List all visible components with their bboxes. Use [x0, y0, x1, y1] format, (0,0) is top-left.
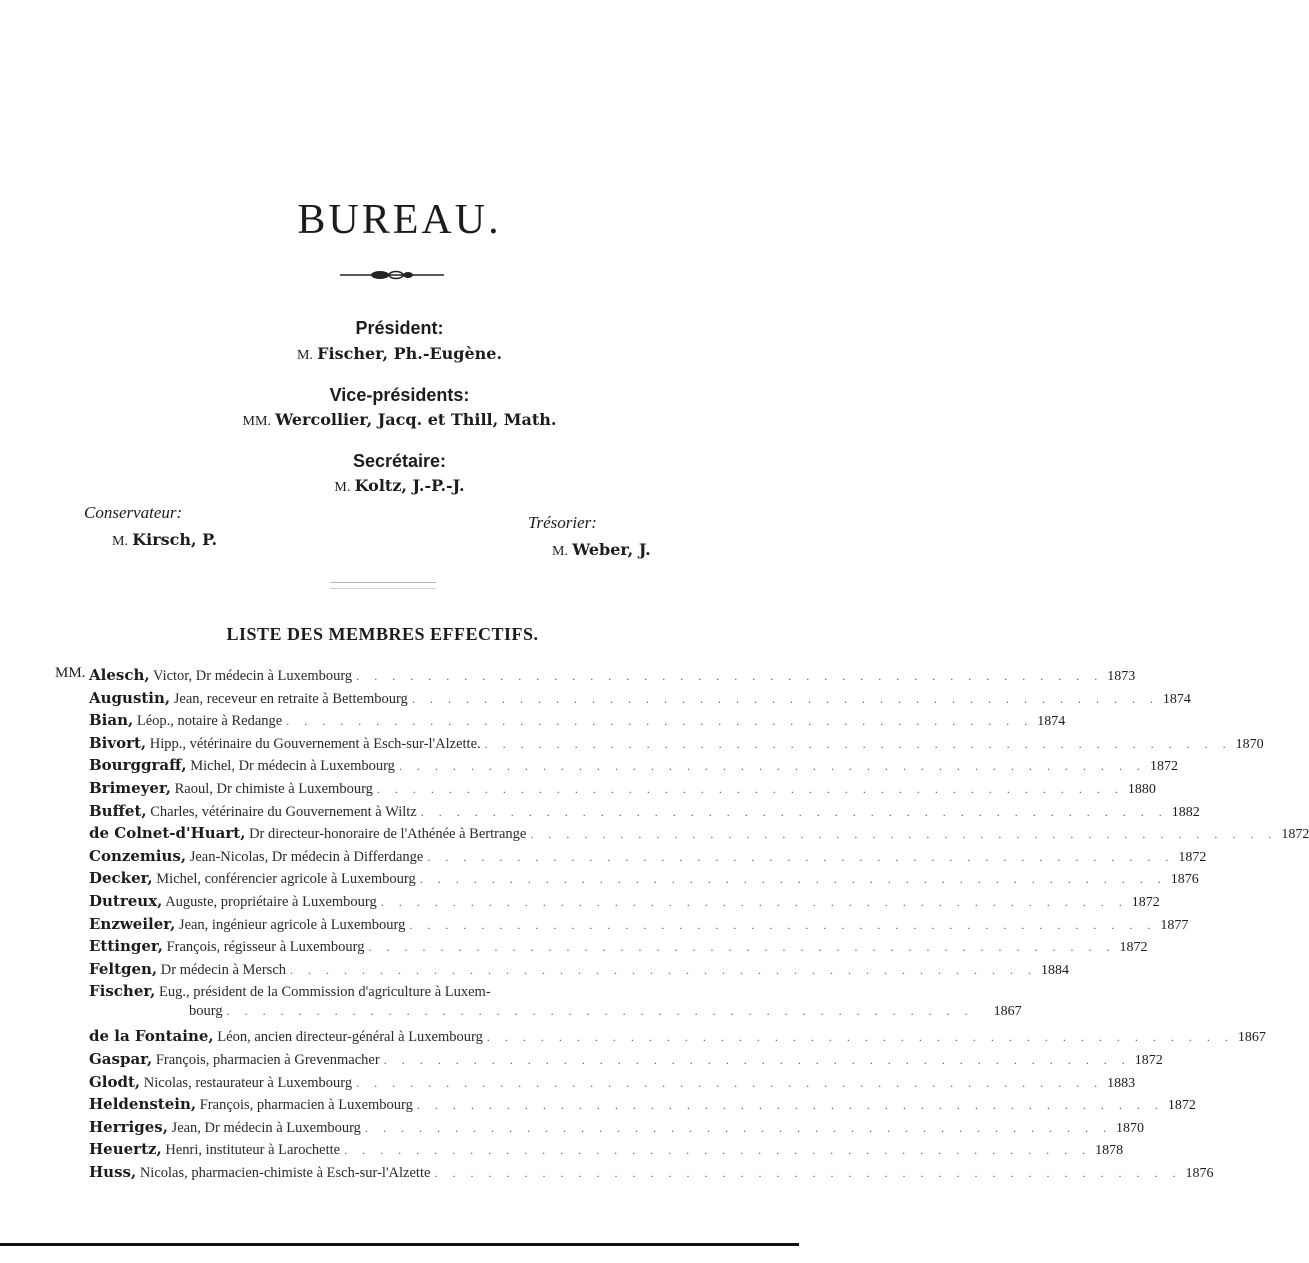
member-entry: [89, 689, 408, 708]
member-description-continued: bourg: [189, 1003, 223, 1020]
member-entry: [89, 802, 417, 821]
member-description: François, pharmacien à Grevenmacher: [155, 1051, 380, 1068]
member-row: [89, 869, 1199, 892]
conservateur-name-line: [112, 530, 217, 550]
member-year: 1872: [1119, 940, 1148, 956]
member-row: [89, 801, 1200, 825]
member-year: 1872: [1149, 759, 1178, 775]
section-divider: [330, 582, 436, 589]
member-row: [89, 982, 1022, 1027]
conservateur-name: Kirsch, P.: [132, 530, 218, 549]
member-description: Léon, ancien directeur-général à Luxembourg: [217, 1029, 483, 1046]
secretary-prefix: M.: [334, 480, 351, 495]
members-list-title: LISTE DES MEMBRES EFFECTIFS.: [226, 624, 539, 644]
member-description: Raoul, Dr chimiste à Luxembourg: [174, 780, 373, 797]
member-entry: [89, 824, 526, 843]
member-name: Ettinger,: [89, 937, 163, 956]
dot-leader: . . . . . . . . . . . . . . . . . . . . . . . . . . . . . . . . . . . . . . . . . .: [484, 736, 1232, 751]
president-name-line: [0, 344, 799, 364]
dot-leader: . . . . . . . . . . . . . . . . . . . . . . . . . . . . . . . . . . . . . . . . . .: [416, 1098, 1164, 1113]
member-entry: [89, 734, 481, 753]
member-description: Henri, instituteur à Larochette: [165, 1142, 341, 1159]
vice-presidents-name-line: [0, 410, 799, 430]
member-name: de la Fontaine,: [89, 1027, 214, 1046]
dot-leader: . . . . . . . . . . . . . . . . . . . . . . . . . . . . . . . . . . . . . . . . . .: [364, 1120, 1112, 1135]
member-year: 1882: [1171, 804, 1200, 820]
member-entry: [89, 1140, 340, 1159]
member-entry: [89, 937, 364, 956]
dot-leader: . . . . . . . . . . . . . . . . . . . . . . . . . . . . . . . . . . . . . . . . . .: [411, 691, 1159, 706]
member-description: Michel, Dr médecin à Luxembourg: [190, 758, 395, 775]
dot-leader: . . . . . . . . . . . . . . . . . . . . . . . . . . . . . . . . . . . . . . . . . .: [290, 962, 1038, 977]
member-row: [89, 1162, 1214, 1186]
member-row: [89, 1140, 1124, 1163]
member-name: de Colnet-d'Huart,: [89, 824, 246, 843]
member-name: Augustin,: [89, 688, 171, 707]
bottom-rule: [0, 1243, 799, 1246]
member-row: [89, 666, 1136, 689]
member-row: [89, 688, 1191, 712]
member-year: 1870: [1235, 736, 1264, 752]
vice-presidents-name: Wercollier, Jacq. et Thill, Math.: [275, 410, 557, 429]
member-description: Dr directeur-honoraire de l'Athénée à Bertrange: [249, 826, 527, 843]
member-year: 1872: [1131, 894, 1160, 910]
member-row: [89, 891, 1160, 915]
member-year: 1867: [993, 1004, 1022, 1020]
tresorier-name: Weber, J.: [572, 540, 651, 559]
member-year: 1877: [1160, 917, 1189, 933]
member-description: Hipp., vétérinaire du Gouvernement à Esch-sur-l'Alzette.: [149, 735, 481, 752]
member-entry: [89, 1027, 483, 1046]
member-description: Charles, vétérinaire du Gouvernement à Wiltz: [150, 803, 417, 820]
member-year: 1870: [1115, 1120, 1144, 1136]
member-description: Victor, Dr médecin à Luxembourg: [152, 668, 353, 684]
member-name: Gaspar,: [89, 1049, 153, 1068]
member-year: 1876: [1170, 872, 1199, 888]
member-year: 1872: [1178, 849, 1207, 865]
member-row: [89, 1027, 1266, 1050]
dot-leader: . . . . . . . . . . . . . . . . . . . . . . . . . . . . . . . . . . . . . . . . . .: [368, 940, 1116, 955]
dot-leader: . . . . . . . . . . . . . . . . . . . . . . . . . . . . . . . . . . . . . . . . . .: [383, 1052, 1131, 1067]
member-name: Buffet,: [89, 801, 147, 820]
member-year: 1872: [1134, 1052, 1163, 1068]
member-description: Jean-Nicolas, Dr médecin à Differdange: [189, 848, 424, 865]
dot-leader: . . . . . . . . . . . . . . . . . . . . . . . . . . . . . . . . . . . . . . . . . .: [409, 917, 1157, 932]
dot-leader: . . . . . . . . . . . . . . . . . . . . . . . . . . . . . . . . . . . . . . . . . .: [286, 714, 1034, 729]
member-year: 1874: [1037, 714, 1066, 730]
member-entry: [89, 982, 1022, 1020]
member-entry: [89, 915, 405, 934]
member-year: 1874: [1162, 691, 1191, 707]
vice-presidents-prefix: MM.: [242, 414, 271, 429]
member-name: Glodt,: [89, 1072, 141, 1091]
member-entry: [89, 756, 395, 775]
member-entry: [89, 847, 423, 866]
member-row: [89, 1095, 1196, 1118]
dot-leader: . . . . . . . . . . . . . . . . . . . . . . . . . . . . . . . . . . . . . . . . . .: [356, 669, 1104, 683]
member-row: [89, 1072, 1136, 1096]
member-row: [89, 846, 1207, 870]
tresorier-name-line: [552, 540, 651, 560]
tresorier-prefix: M.: [552, 544, 568, 559]
member-description: Jean, receveur en retraite à Bettembourg: [173, 690, 408, 707]
member-row: [89, 824, 1309, 847]
members-list: [89, 666, 1309, 1185]
member-name: Alesch,: [89, 666, 150, 684]
member-year: 1880: [1127, 781, 1156, 797]
member-row: [89, 914, 1189, 938]
member-year: 1872: [1167, 1098, 1196, 1114]
dot-leader: . . . . . . . . . . . . . . . . . . . . . . . . . . . . . . . . . . . . . . . . . .: [380, 894, 1128, 909]
member-name: Fischer,: [89, 982, 156, 1001]
member-year: 1876: [1185, 1165, 1214, 1181]
member-entry: [89, 711, 282, 730]
conservateur-prefix: M.: [112, 534, 128, 549]
member-entry: [89, 1163, 430, 1182]
member-entry: [89, 892, 377, 911]
member-row: [89, 1117, 1144, 1141]
member-entry: [89, 960, 286, 979]
member-row: [89, 959, 1070, 983]
dot-leader: . . . . . . . . . . . . . . . . . . . . . . . . . . . . . . . . . . . . . . . . . .: [398, 759, 1146, 774]
member-description: Dr médecin à Mersch: [160, 961, 287, 978]
member-year: 1873: [1107, 669, 1136, 684]
member-name: Bourggraff,: [89, 756, 187, 775]
dot-leader: . . . . . . . . . . . . . . . . . . . . . . . . . . . . . . . . . . . . . . . . . .: [356, 1075, 1104, 1090]
president-title: Président:: [355, 318, 444, 338]
members-prefix: MM.: [55, 665, 86, 681]
dot-leader: . . . . . . . . . . . . . . . . . . . . . . . . . . . . . . . . . . . . . . . . . .: [434, 1165, 1182, 1180]
member-name: Heldenstein,: [89, 1095, 197, 1114]
member-name: Bian,: [89, 711, 134, 730]
secretary-name-line: [0, 476, 799, 496]
member-description: Auguste, propriétaire à Luxembourg: [165, 893, 377, 910]
member-description: Nicolas, restaurateur à Luxembourg: [143, 1074, 353, 1091]
secretary-name: Koltz, J.-P.-J.: [354, 476, 465, 495]
member-row: [89, 711, 1066, 734]
member-entry: [89, 1118, 361, 1137]
member-name: Bivort,: [89, 733, 147, 752]
member-year: 1872: [1281, 827, 1309, 843]
member-entry: [89, 869, 416, 888]
dot-leader: . . . . . . . . . . . . . . . . . . . . . . . . . . . . . . . . . . . . . . . . . .: [530, 827, 1278, 842]
member-entry: [89, 1073, 352, 1092]
member-row: [89, 756, 1178, 779]
member-name: Conzemius,: [89, 846, 187, 865]
member-name: Heuertz,: [89, 1140, 162, 1159]
member-description: Nicolas, pharmacien-chimiste à Esch-sur-l'Alzette: [139, 1164, 431, 1181]
dot-leader: . . . . . . . . . . . . . . . . . . . . . . . . . . . . . . . . . . . . . . . . . .: [226, 1004, 974, 1019]
president-name: Fischer, Ph.-Eugène.: [317, 344, 503, 363]
tresorier-title: Trésorier:: [528, 513, 597, 532]
member-entry: [89, 1095, 413, 1114]
dot-leader: . . . . . . . . . . . . . . . . . . . . . . . . . . . . . . . . . . . . . . . . . .: [427, 849, 1175, 864]
member-entry: [89, 1050, 380, 1069]
member-name: Enzweiler,: [89, 914, 176, 933]
member-description: Jean, ingénieur agricole à Luxembourg: [178, 916, 406, 933]
member-entry: [89, 666, 352, 685]
ornament-divider: [338, 268, 446, 282]
member-name: Dutreux,: [89, 891, 163, 910]
member-description: François, régisseur à Luxembourg: [166, 939, 365, 956]
member-row: [89, 1049, 1163, 1073]
member-description: Michel, conférencier agricole à Luxembourg: [156, 871, 416, 888]
dot-leader: . . . . . . . . . . . . . . . . . . . . . . . . . . . . . . . . . . . . . . . . . .: [486, 1030, 1234, 1045]
member-name: Huss,: [89, 1162, 137, 1181]
member-year: 1878: [1095, 1143, 1124, 1159]
secretary-title: Secrétaire:: [352, 451, 447, 471]
member-description: Jean, Dr médecin à Luxembourg: [171, 1119, 361, 1136]
member-description: Eug., président de la Commission d'agriculture à Luxem-: [159, 984, 491, 1001]
dot-leader: . . . . . . . . . . . . . . . . . . . . . . . . . . . . . . . . . . . . . . . . . .: [419, 872, 1167, 887]
page-title: BUREAU.: [297, 197, 502, 243]
member-name: Feltgen,: [89, 959, 158, 978]
dot-leader: . . . . . . . . . . . . . . . . . . . . . . . . . . . . . . . . . . . . . . . . . .: [420, 804, 1168, 819]
member-row: [89, 733, 1264, 757]
member-row: [89, 778, 1156, 802]
member-description: François, pharmacien à Luxembourg: [199, 1097, 413, 1114]
member-year: 1883: [1107, 1075, 1136, 1091]
member-name: Decker,: [89, 869, 153, 888]
vice-presidents-title: Vice-présidents:: [329, 385, 470, 405]
member-name: Brimeyer,: [89, 778, 171, 797]
member-description: Léop., notaire à Redange: [136, 713, 283, 730]
dot-leader: . . . . . . . . . . . . . . . . . . . . . . . . . . . . . . . . . . . . . . . . . .: [344, 1143, 1092, 1158]
member-year: 1867: [1237, 1030, 1266, 1046]
member-row: [89, 937, 1148, 960]
member-entry: [89, 779, 373, 798]
member-name: Herriges,: [89, 1117, 168, 1136]
conservateur-title: Conservateur:: [84, 503, 183, 522]
president-prefix: M.: [296, 348, 313, 363]
dot-leader: . . . . . . . . . . . . . . . . . . . . . . . . . . . . . . . . . . . . . . . . . .: [376, 781, 1124, 796]
member-year: 1884: [1041, 962, 1070, 978]
